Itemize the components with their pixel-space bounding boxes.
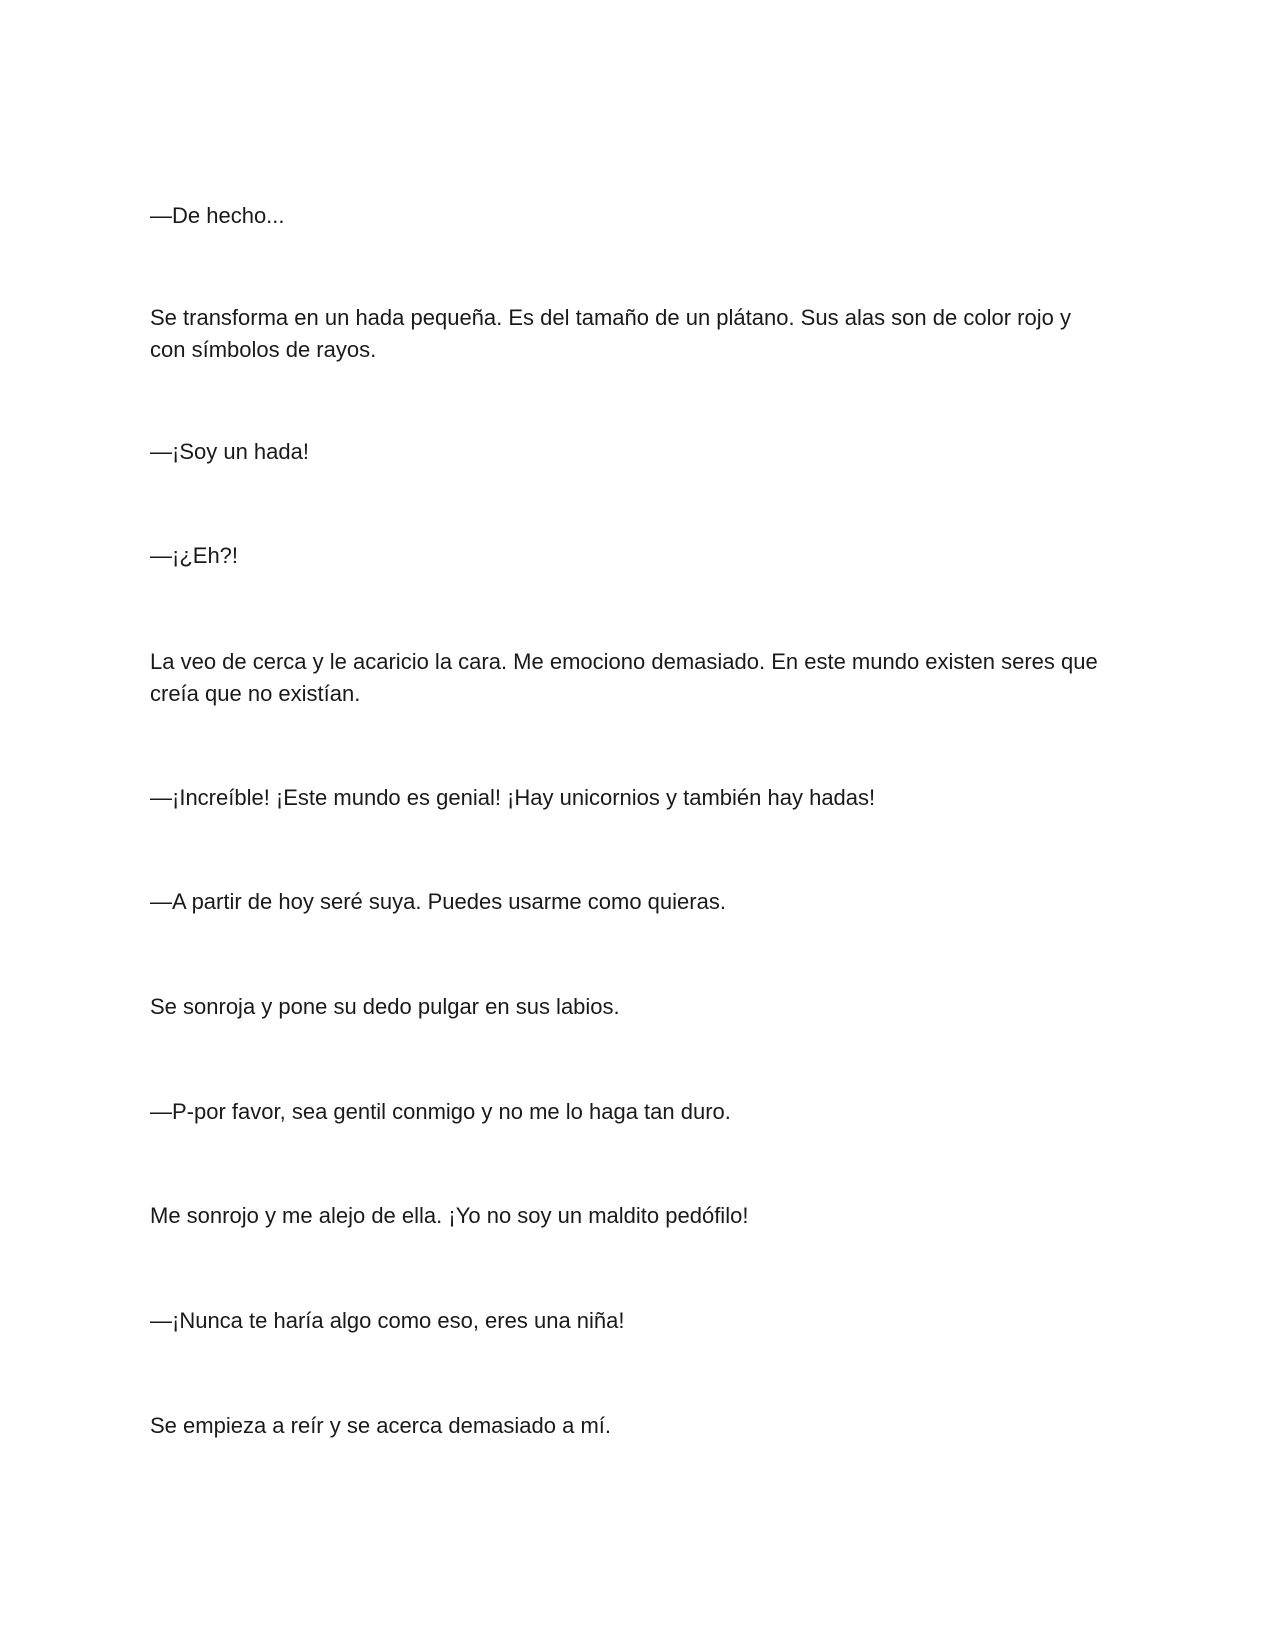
paragraph: —¡Nunca te haría algo como eso, eres una niña! — [150, 1308, 625, 1333]
paragraph: —De hecho... — [150, 203, 285, 228]
paragraph: —P-por favor, sea gentil conmigo y no me lo haga tan duro. — [150, 1099, 731, 1124]
paragraph: La veo de cerca y le acaricio la cara. Me emociono demasiado. En este mundo existen seres que creía que no existían. — [150, 649, 1098, 706]
paragraph: —¡¿Eh?! — [150, 543, 239, 568]
paragraph: Se empieza a reír y se acerca demasiado a mí. — [150, 1413, 611, 1438]
paragraph: —A partir de hoy seré suya. Puedes usarme como quieras. — [150, 889, 726, 914]
paragraph: Me sonrojo y me alejo de ella. ¡Yo no soy un maldito pedófilo! — [150, 1203, 749, 1228]
paragraph: —¡Soy un hada! — [150, 439, 309, 464]
paragraph: Se sonroja y pone su dedo pulgar en sus labios. — [150, 994, 620, 1019]
paragraph: —¡Increíble! ¡Este mundo es genial! ¡Hay unicornios y también hay hadas! — [150, 785, 876, 810]
paragraph: Se transforma en un hada pequeña. Es del tamaño de un plátano. Sus alas son de color rojo y con símbolos de rayos. — [150, 305, 1071, 362]
